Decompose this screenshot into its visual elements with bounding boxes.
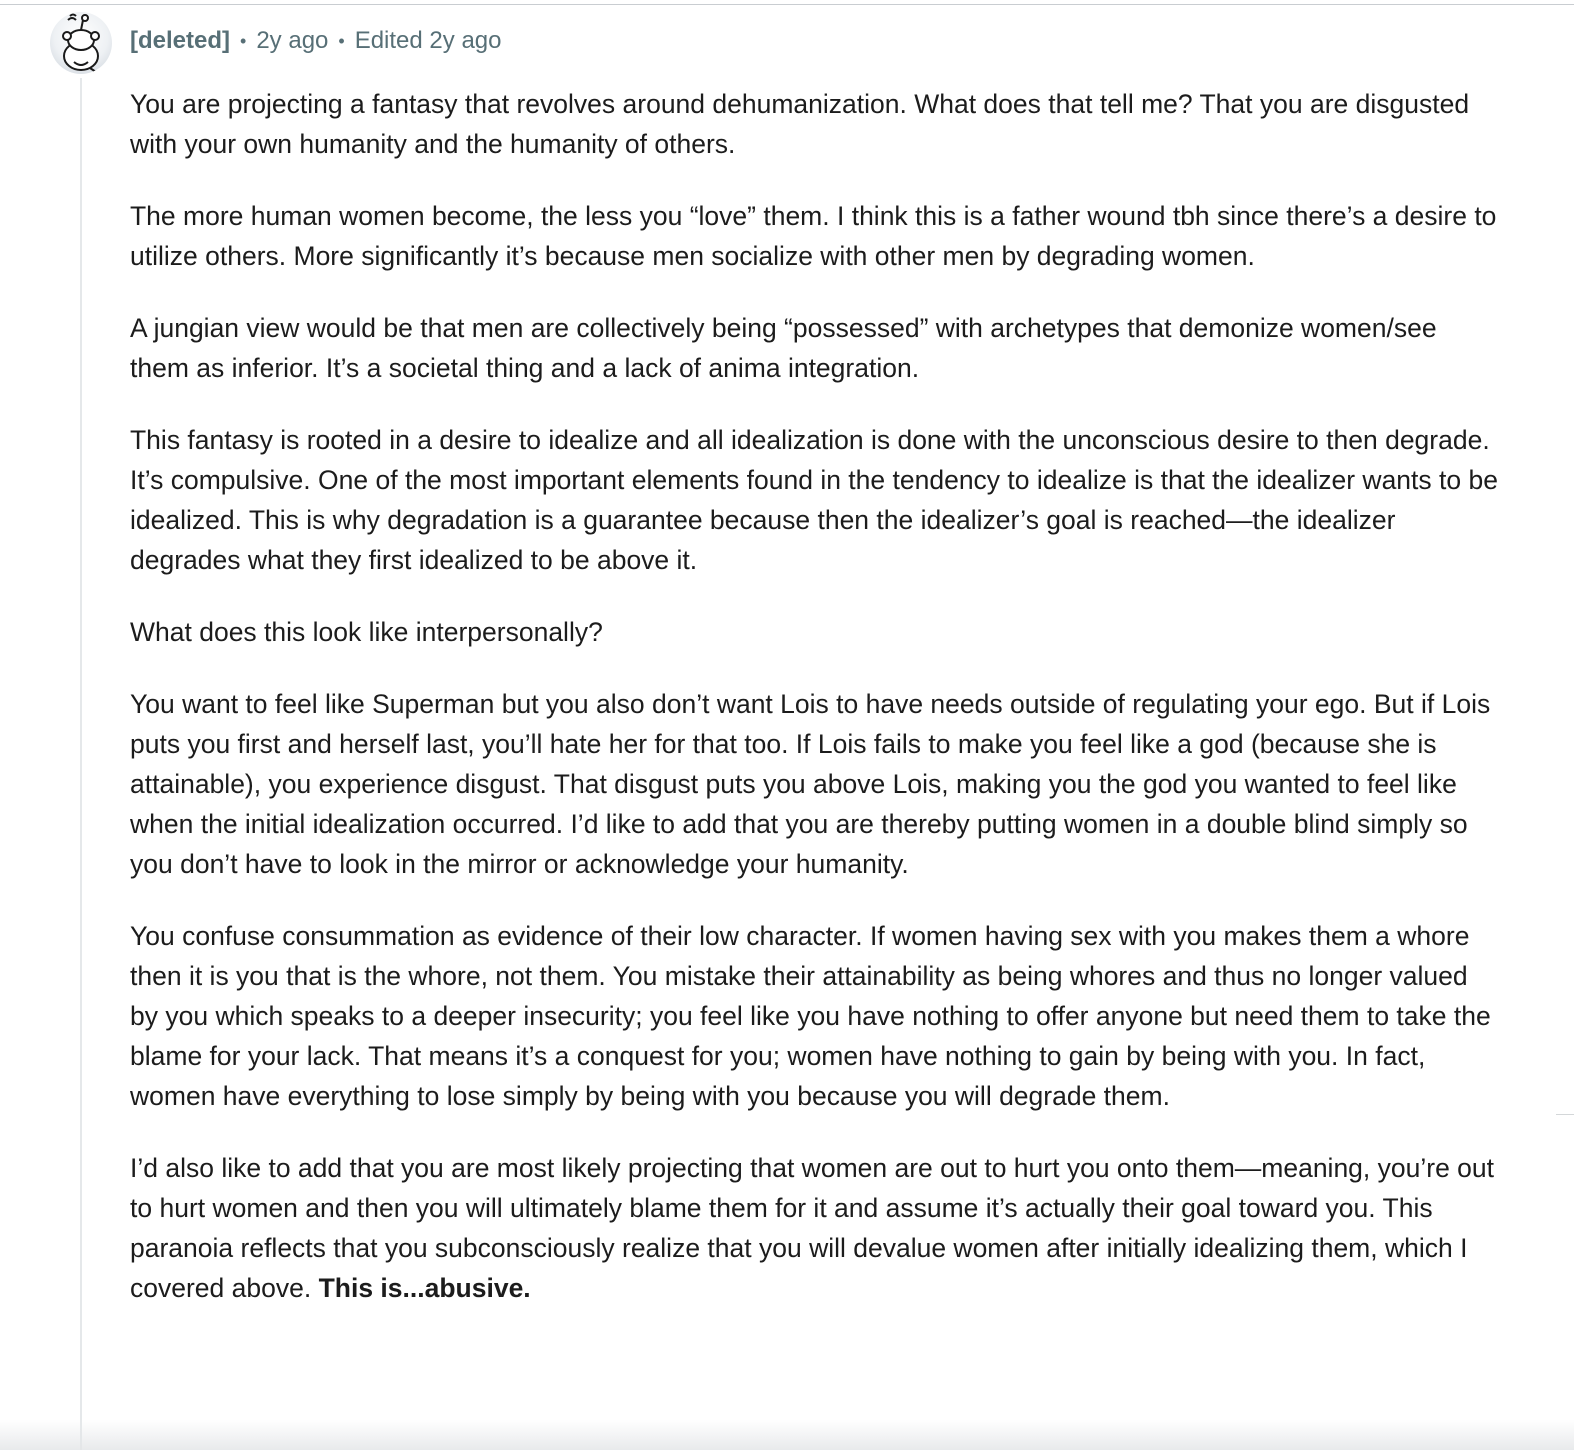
bold-conclusion: This is...abusive.: [318, 1273, 531, 1303]
comment-body: [130, 84, 1500, 1340]
comment-meta: [130, 24, 501, 58]
comment-paragraph: What does this look like interpersonally?: [130, 617, 603, 647]
comment-paragraph: You are projecting a fantasy that revolves around dehumanization. What does that tell me? That you are disgusted with your own humanity and the humanity of others.: [130, 89, 1470, 159]
meta-separator: •: [338, 30, 345, 51]
author-name[interactable]: [deleted]: [130, 27, 231, 54]
comment-paragraph: A jungian view would be that men are collectively being “possessed” with archetypes that demonize women/see them as inferior. It’s a societal thing and a lack of anima integration.: [130, 313, 1437, 383]
last-paragraph-text: I’d also like to add that you are most likely projecting that women are out to hurt you onto them—meaning, you’re out to hurt women and then you will ultimately blame them for it and assume it’s actually their goal toward you. This paranoia reflects that you subconsciously realize that you will devalue women after initially idealizing them, which I covered above.: [130, 1153, 1495, 1303]
comment-paragraph: The more human women become, the less you “love” them. I think this is a father wound tbh since there’s a desire to utilize others. More significantly it’s because men socialize with other men by degrading women.: [130, 201, 1497, 271]
meta-separator: •: [240, 30, 247, 51]
edited-label: Edited 2y ago: [354, 27, 502, 54]
scroll-marker: [1556, 1114, 1574, 1115]
comment-paragraph: You want to feel like Superman but you also don’t want Lois to have needs outside of regulating your ego. But if Lois puts you first and herself last, you’ll hate her for that too. If Lois fails to make you feel like a god (because she is attainable), you experience disgust. That disgust puts you above Lois, making you the god you wanted to feel like when the initial idealization occurred. I’d like to add that you are thereby putting women in a double blind simply so you don’t have to look in the mirror or acknowledge your humanity.: [130, 689, 1491, 879]
comment-paragraph: This fantasy is rooted in a desire to idealize and all idealization is done with the unconscious desire to then degrade. It’s compulsive. One of the most important elements found in the tendency to idealize is that the idealizer wants to be idealized. This is why degradation is a guarantee because then the idealizer’s goal is reached—the idealizer degrades what they first idealized to be above it.: [130, 425, 1498, 575]
comment-paragraph: You confuse consummation as evidence of their low character. If women having sex with you makes them a whore then it is you that is the whore, not them. You mistake their attainability as being whores and thus no longer valued by you which speaks to a deeper insecurity; you feel like you have nothing to offer anyone but need them to take the blame for your lack. That means it’s a conquest for you; women have nothing to gain by being with you. In fact, women have everything to lose simply by being with you because you will degrade them.: [130, 921, 1491, 1111]
snoo-avatar-icon[interactable]: [50, 12, 112, 74]
top-divider: [0, 4, 1574, 5]
bottom-fade: [0, 1420, 1574, 1450]
comment-paragraph-last: [130, 1148, 1500, 1308]
comment-age[interactable]: 2y ago: [256, 27, 329, 54]
thread-line[interactable]: [80, 78, 82, 1450]
